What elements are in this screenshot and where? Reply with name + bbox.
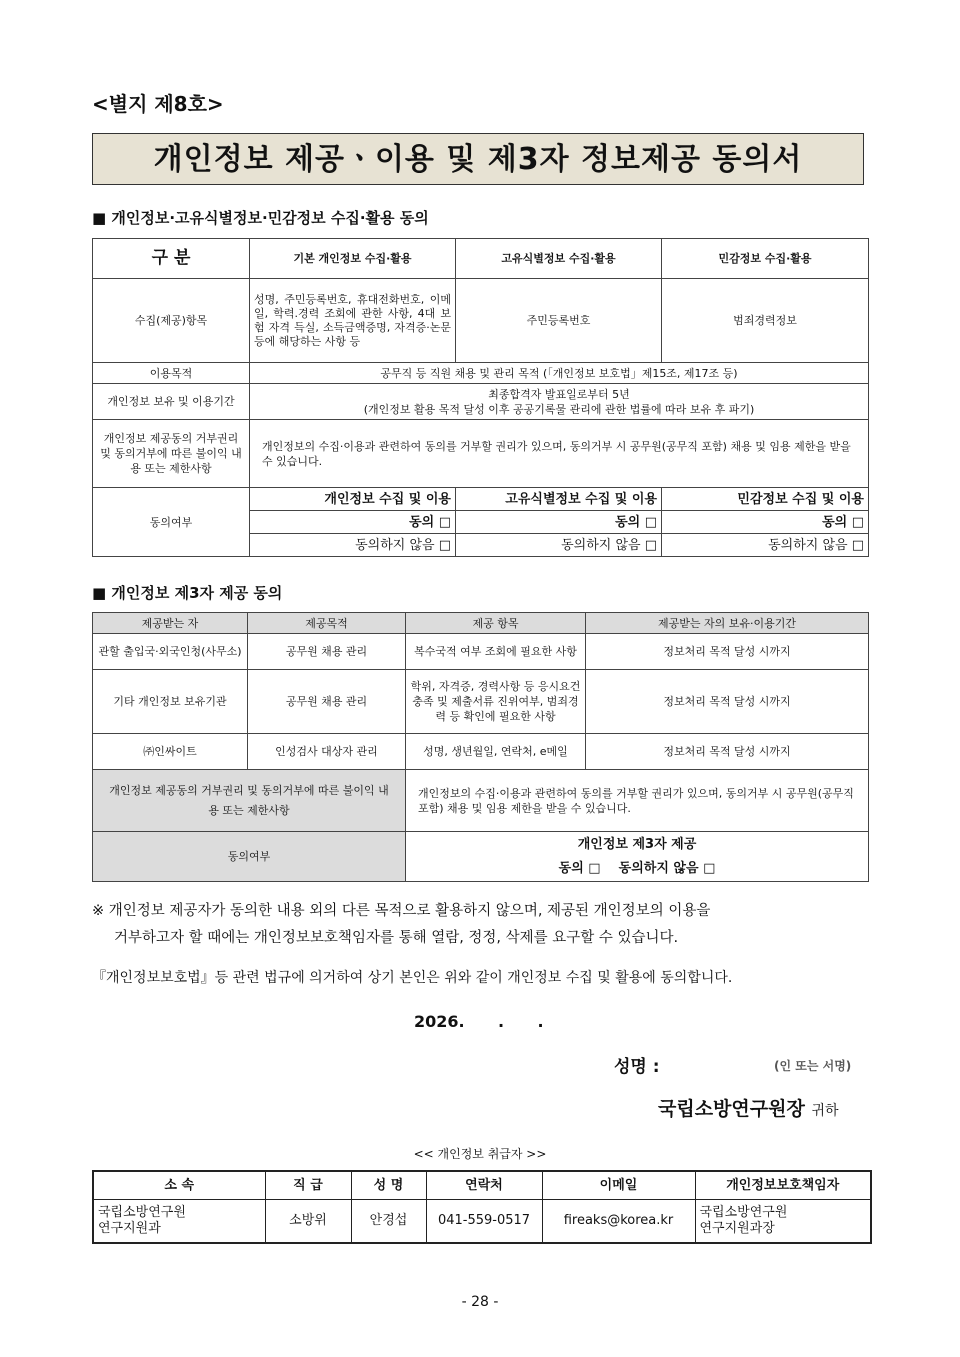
purpose-header: 제공목적	[248, 613, 406, 634]
notice	[92, 898, 892, 952]
recipient-name: 국립소방연구원장	[658, 1098, 805, 1120]
handler-dept-line2: 연구지원과	[98, 1220, 161, 1236]
unique-items-value: 주민등록번호	[456, 279, 662, 363]
period-value-line2: (개인정보 활용 목적 달성 이후 공공기록물 관리에 관한 법률에 따라 보유 후 파기)	[363, 402, 755, 416]
items-header: 제공 항목	[406, 613, 586, 634]
table-row-cell: 공무원 채용 관리	[248, 634, 406, 670]
handler-title: << 개인정보 취급자 >>	[413, 1147, 547, 1161]
table-row-cell: 정보처리 목적 달성 시까지	[586, 634, 869, 670]
tp-consent-options[interactable]: 동의 □ 동의하지 않음 □	[406, 857, 869, 882]
handler-name-header: 성 명	[351, 1171, 426, 1199]
table-row-cell: 정보처리 목적 달성 시까지	[586, 670, 869, 734]
agree-checkbox-sensitive[interactable]: 동의 □	[662, 511, 869, 534]
recipient-header: 제공받는 자	[93, 613, 248, 634]
handler-email: fireaks@korea.kr	[542, 1199, 695, 1243]
table-row-cell: ㈜인싸이트	[93, 734, 248, 770]
disagree-checkbox-sensitive[interactable]: 동의하지 않음 □	[662, 534, 869, 557]
unique-id-header: 고유식별정보 수집·활용	[456, 239, 662, 279]
basic-items-value: 성명, 주민등록번호, 휴대전화번호, 이메일, 학력.경력 조회에 관한 사항, 4대 보험 자격 득실, 소득금액증명, 자격증·논문 등에 해당하는 사항 등	[250, 279, 456, 363]
refusal-value: 개인정보의 수집·이용과 관련하여 동의를 거부할 권리가 있으며, 동의거부 시 공무원(공무직 포함) 채용 및 임용 제한을 받을 수 있습니다.	[250, 420, 869, 488]
handler-officer-line1: 국립소방연구원	[699, 1204, 788, 1220]
section1-heading: ■ 개인정보·고유식별정보·민감정보 수집·활용 동의	[92, 209, 429, 227]
page-number: - 28 -	[461, 1294, 499, 1310]
handler-name: 안경섭	[351, 1199, 426, 1243]
agree-checkbox-basic[interactable]: 동의 □	[250, 511, 456, 534]
refusal-label: 개인정보 제공동의 거부권리 및 동의거부에 따른 불이익 내용 또는 제한사항	[93, 420, 250, 488]
consent-basic-header: 개인정보 수집 및 이용	[250, 488, 456, 511]
disagree-checkbox-basic[interactable]: 동의하지 않음 □	[250, 534, 456, 557]
agree-checkbox-unique[interactable]: 동의 □	[456, 511, 662, 534]
recipient	[658, 1094, 839, 1121]
basic-info-header: 기본 개인정보 수집·활용	[250, 239, 456, 279]
handler-email-header: 이메일	[542, 1171, 695, 1199]
consent-unique-header: 고유식별정보 수집 및 이용	[456, 488, 662, 511]
tp-consent-label: 동의여부	[93, 832, 406, 882]
consent-label: 동의여부	[93, 488, 250, 557]
handler-rank: 소방위	[265, 1199, 351, 1243]
category-header: 구 분	[93, 239, 250, 279]
table-row-cell: 학위, 자격증, 경력사항 등 응시요건 충족 및 제출서류 진위여부, 범죄경력 등 확인에 필요한 사항	[406, 670, 586, 734]
notice-line1: ※ 개인정보 제공자가 동의한 내용 외의 다른 목적으로 활용하지 않으며, 제공된 개인정보의 이용을	[92, 903, 711, 919]
sensitive-items-value: 범죄경력정보	[662, 279, 869, 363]
disagree-checkbox-unique[interactable]: 동의하지 않음 □	[456, 534, 662, 557]
purpose-label: 이용목적	[93, 363, 250, 384]
retention-header: 제공받는 자의 보유·이용기간	[586, 613, 869, 634]
signature-label: 성명 :	[614, 1057, 660, 1077]
handler-officer-header: 개인정보보호책임자	[695, 1171, 871, 1199]
handler-phone-header: 연락처	[426, 1171, 542, 1199]
third-party-table	[92, 612, 869, 882]
tp-refusal-label: 개인정보 제공동의 거부권리 및 동의거부에 따른 불이익 내용 또는 제한사항	[93, 770, 406, 832]
document-title: 개인정보 제공ㆍ이용 및 제3자 정보제공 동의서	[92, 133, 864, 185]
consent-sensitive-header: 민감정보 수집 및 이용	[662, 488, 869, 511]
recipient-suffix: 귀하	[811, 1103, 839, 1119]
handler-rank-header: 직 급	[265, 1171, 351, 1199]
period-value-line1: 최종합격자 발표일로부터 5년	[488, 387, 630, 401]
handler-table	[92, 1170, 872, 1244]
date-field: 2026. . .	[414, 1012, 544, 1031]
table-row-cell: 복수국적 여부 조회에 필요한 사항	[406, 634, 586, 670]
sensitive-info-header: 민감정보 수집·활용	[662, 239, 869, 279]
handler-dept-header: 소 속	[93, 1171, 265, 1199]
table-row-cell: 성명, 생년월일, 연락처, e메일	[406, 734, 586, 770]
notice-line2: 거부하고자 할 때에는 개인정보보호책임자를 통해 열람, 정정, 삭제를 요구할 수 있습니다.	[114, 930, 679, 946]
table-row-cell: 공무원 채용 관리	[248, 670, 406, 734]
tp-refusal-value: 개인정보의 수집·이용과 관련하여 동의를 거부할 권리가 있으며, 동의거부 시 공무원(공무직 포함) 채용 및 임용 제한을 받을 수 있습니다.	[406, 770, 869, 832]
table-row-cell: 인성검사 대상자 관리	[248, 734, 406, 770]
signature-hint: (인 또는 서명)	[774, 1059, 852, 1073]
handler-phone: 041-559-0517	[426, 1199, 542, 1243]
items-label: 수집(제공)항목	[93, 279, 250, 363]
table-row-cell: 기타 개인정보 보유기관	[93, 670, 248, 734]
purpose-value: 공무직 등 직원 채용 및 관리 목적 (「개인정보 보호법」제15조, 제17조 등)	[250, 363, 869, 384]
section2-heading: ■ 개인정보 제3자 제공 동의	[92, 584, 283, 602]
handler-dept-line1: 국립소방연구원	[98, 1204, 186, 1220]
handler-officer-line2: 연구지원과장	[699, 1220, 775, 1236]
tp-consent-header: 개인정보 제3자 제공	[406, 832, 869, 857]
table-row-cell: 관할 출입국·외국인청(사무소)	[93, 634, 248, 670]
declaration: 『개인정보보호법』등 관련 법규에 의거하여 상기 본인은 위와 같이 개인정보 수집 및 활용에 동의합니다.	[92, 970, 733, 986]
table-row-cell: 정보처리 목적 달성 시까지	[586, 734, 869, 770]
period-label: 개인정보 보유 및 이용기간	[93, 384, 250, 420]
form-label: <별지 제8호>	[92, 92, 224, 116]
collection-consent-table	[92, 238, 869, 557]
